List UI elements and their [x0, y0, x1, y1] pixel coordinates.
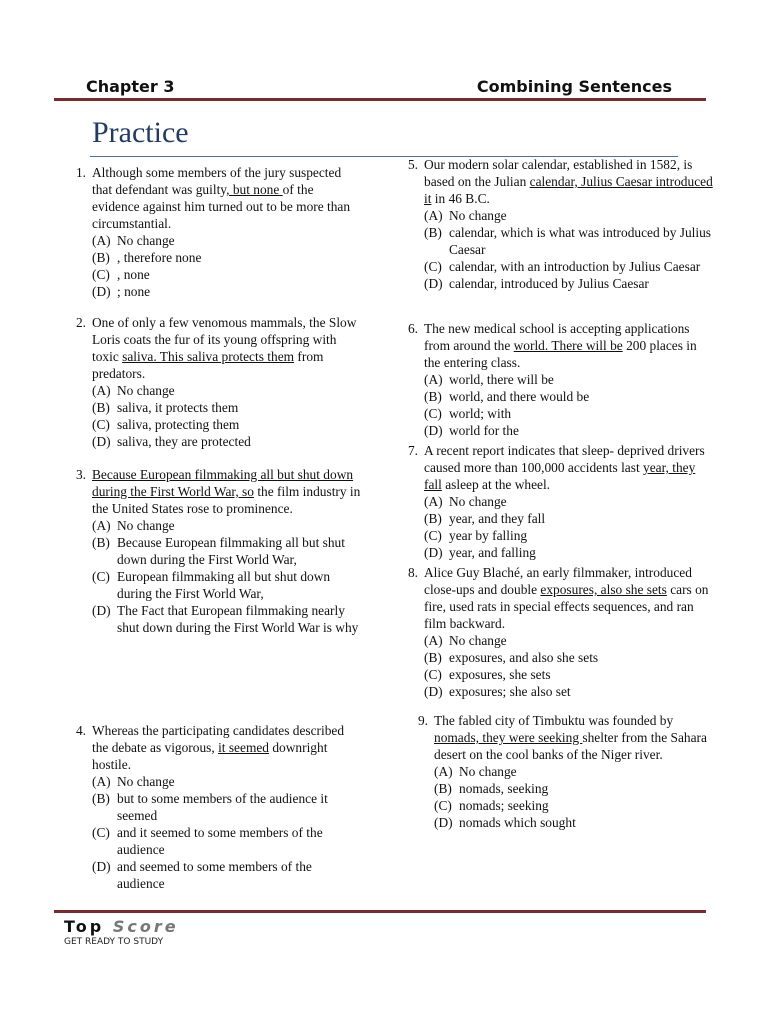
option-text: The Fact that European filmmaking nearly shut down during the First World War is why	[117, 603, 359, 635]
question-row	[62, 466, 362, 636]
option-letter: (D)	[424, 545, 443, 560]
option-letter: (D)	[92, 603, 111, 618]
stem-text: of the evidence against him turned out to be more than circumstantial.	[92, 182, 351, 231]
option-text: year, and falling	[449, 545, 536, 560]
option-letter: (A)	[434, 764, 453, 779]
answer-option	[424, 544, 714, 561]
answer-option	[424, 371, 714, 388]
question-row	[394, 320, 714, 439]
answer-option	[424, 527, 714, 544]
option-text: nomads which sought	[459, 815, 576, 830]
answer-option	[92, 858, 362, 892]
stem-text: the film industry in the United States rose to prominence.	[92, 484, 361, 516]
option-text: , none	[117, 267, 150, 282]
question-stem	[92, 722, 362, 773]
underlined-phrase: saliva. This saliva protects them	[122, 349, 295, 364]
option-letter: (B)	[424, 650, 442, 665]
underlined-phrase: year, they fall	[424, 460, 696, 492]
answer-option	[92, 433, 362, 450]
answer-option	[434, 780, 714, 797]
answer-option	[424, 207, 714, 224]
stem-text: The new medical school is accepting applications from around the	[424, 321, 690, 353]
footer-divider	[54, 910, 706, 913]
answer-option	[434, 814, 714, 831]
question-2	[62, 314, 362, 466]
brand-score: Score	[112, 917, 179, 936]
answer-option	[434, 763, 714, 780]
option-text: world, and there would be	[449, 389, 590, 404]
page-header	[86, 77, 672, 99]
option-letter: (C)	[424, 406, 442, 421]
right-column	[394, 156, 714, 831]
stem-text: asleep at the wheel.	[441, 477, 551, 492]
option-text: year by falling	[449, 528, 528, 543]
option-letter: (C)	[424, 667, 442, 682]
answer-option	[92, 568, 362, 602]
question-body	[434, 712, 714, 831]
stem-text: Alice Guy Blaché, an early filmmaker, introduced close-ups and double	[424, 565, 692, 597]
option-letter: (A)	[92, 233, 111, 248]
option-letter: (D)	[434, 815, 453, 830]
option-letter: (A)	[92, 518, 111, 533]
left-column	[62, 164, 362, 892]
option-letter: (B)	[92, 791, 110, 806]
question-row	[404, 712, 714, 831]
question-8	[394, 564, 714, 712]
underlined-phrase: it seemed	[218, 740, 270, 755]
question-stem	[424, 156, 714, 207]
answer-option	[92, 249, 362, 266]
question-row	[62, 722, 362, 892]
stem-text: Although some members of the jury suspected that defendant was guilty	[92, 165, 342, 197]
option-text: nomads, seeking	[459, 781, 549, 796]
option-text: nomads; seeking	[459, 798, 549, 813]
question-row	[62, 164, 362, 300]
option-text: European filmmaking all but shut down during the First World War,	[117, 569, 331, 601]
question-number: 3.	[75, 467, 86, 482]
page-title: Practice	[92, 116, 189, 149]
question-1	[62, 164, 362, 314]
question-body	[424, 156, 714, 292]
question-stem	[424, 442, 714, 493]
option-letter: (D)	[92, 859, 111, 874]
answer-option	[424, 224, 714, 258]
question-number: 7.	[407, 443, 418, 458]
question-body	[424, 442, 714, 561]
underlined-phrase: calendar, Julius Caesar introduced it	[424, 174, 713, 206]
underlined-phrase: exposures, also she sets	[540, 582, 667, 597]
option-text: saliva, it protects them	[117, 400, 239, 415]
question-body	[424, 564, 714, 700]
question-row	[394, 442, 714, 561]
option-letter: (C)	[424, 259, 442, 274]
question-4	[62, 722, 362, 892]
option-text: No change	[117, 518, 175, 533]
option-letter: (D)	[424, 684, 443, 699]
answer-option	[424, 405, 714, 422]
brand-logo	[64, 917, 179, 936]
question-stem	[434, 712, 714, 763]
question-number: 2.	[75, 315, 86, 330]
underlined-phrase: world. There will be	[513, 338, 623, 353]
question-3	[62, 466, 362, 722]
underlined-phrase: Because European filmmaking all but shut down during the First World War, so	[92, 467, 354, 499]
stem-text: from predators.	[92, 349, 324, 381]
question-number: 5.	[407, 157, 418, 172]
answer-option	[92, 399, 362, 416]
question-body	[92, 314, 362, 450]
option-text: world, there will be	[449, 372, 554, 387]
answer-option	[92, 534, 362, 568]
question-number: 8.	[407, 565, 418, 580]
option-letter: (C)	[92, 267, 110, 282]
option-text: world; with	[449, 406, 512, 421]
question-body	[424, 320, 714, 439]
stem-text: cars on fire, used rats in special effects sequences, and ran film backward.	[424, 582, 709, 631]
question-stem	[424, 320, 714, 371]
question-stem	[92, 314, 362, 382]
option-letter: (C)	[434, 798, 452, 813]
chapter-label: Chapter 3	[86, 77, 175, 96]
option-letter: (A)	[92, 383, 111, 398]
option-text: exposures, she sets	[449, 667, 551, 682]
answer-option	[424, 493, 714, 510]
question-row	[394, 156, 714, 292]
answer-option	[92, 517, 362, 534]
answer-option	[434, 797, 714, 814]
option-text: No change	[449, 494, 507, 509]
option-text: calendar, with an introduction by Julius Caesar	[449, 259, 701, 274]
stem-text: 200 places in the entering class.	[424, 338, 697, 370]
stem-text: shelter from the Sahara desert on the cool banks of the Niger river.	[434, 730, 707, 762]
answer-option	[424, 422, 714, 439]
question-7	[394, 442, 714, 564]
option-text: ; none	[117, 284, 151, 299]
option-text: exposures, and also she sets	[449, 650, 599, 665]
option-letter: (A)	[424, 208, 443, 223]
question-stem	[92, 164, 362, 232]
option-text: and seemed to some members of the audience	[117, 859, 312, 891]
underlined-phrase: nomads, they were seeking	[434, 730, 583, 745]
question-body	[92, 466, 362, 636]
question-5	[394, 156, 714, 320]
answer-option	[92, 602, 362, 636]
answer-option	[92, 266, 362, 283]
question-6	[394, 320, 714, 442]
stem-text: A recent report indicates that sleep- deprived drivers caused more than 100,000 accidents last	[424, 443, 705, 475]
option-text: but to some members of the audience it seemed	[117, 791, 328, 823]
question-body	[92, 722, 362, 892]
option-text: calendar, introduced by Julius Caesar	[449, 276, 649, 291]
option-letter: (A)	[424, 372, 443, 387]
option-text: No change	[117, 774, 175, 789]
answer-option	[424, 683, 714, 700]
answer-option	[424, 510, 714, 527]
option-letter: (B)	[424, 389, 442, 404]
question-number: 4.	[75, 723, 86, 738]
option-text: exposures; she also set	[449, 684, 571, 699]
option-letter: (B)	[92, 400, 110, 415]
brand-top: Top	[64, 917, 113, 936]
answer-option	[92, 283, 362, 300]
option-letter: (D)	[92, 284, 111, 299]
option-text: world for the	[449, 423, 519, 438]
option-text: saliva, protecting them	[117, 417, 240, 432]
option-letter: (C)	[424, 528, 442, 543]
answer-option	[424, 388, 714, 405]
answer-option	[424, 632, 714, 649]
option-letter: (C)	[92, 417, 110, 432]
option-letter: (D)	[424, 423, 443, 438]
option-letter: (B)	[424, 225, 442, 240]
option-letter: (D)	[92, 434, 111, 449]
header-divider	[54, 98, 706, 101]
option-text: No change	[459, 764, 517, 779]
stem-text: The fabled city of Timbuktu was founded by	[434, 713, 674, 728]
answer-option	[92, 416, 362, 433]
question-stem	[424, 564, 714, 632]
stem-text: Whereas the participating candidates described the debate as vigorous,	[92, 723, 345, 755]
option-text: , therefore none	[117, 250, 202, 265]
question-body	[92, 164, 362, 300]
option-text: saliva, they are protected	[117, 434, 251, 449]
stem-text: downright hostile.	[92, 740, 328, 772]
stem-text: One of only a few venomous mammals, the Slow Loris coats the fur of its young offspring with toxic	[92, 315, 357, 364]
option-letter: (A)	[424, 633, 443, 648]
option-letter: (D)	[424, 276, 443, 291]
underlined-phrase: , but none	[226, 182, 283, 197]
option-text: No change	[449, 633, 507, 648]
answer-option	[424, 649, 714, 666]
option-text: year, and they fall	[449, 511, 546, 526]
answer-option	[424, 666, 714, 683]
option-letter: (B)	[424, 511, 442, 526]
answer-option	[424, 258, 714, 275]
question-number: 9.	[417, 713, 428, 728]
answer-option	[92, 382, 362, 399]
answer-option	[424, 275, 714, 292]
question-number: 1.	[75, 165, 86, 180]
option-text: Because European filmmaking all but shut down during the First World War,	[117, 535, 345, 567]
question-9	[404, 712, 714, 831]
option-letter: (B)	[434, 781, 452, 796]
option-letter: (C)	[92, 569, 110, 584]
option-text: No change	[117, 233, 175, 248]
question-row	[62, 314, 362, 450]
option-letter: (A)	[424, 494, 443, 509]
answer-option	[92, 824, 362, 858]
stem-text: Our modern solar calendar, established in 1582, is based on the Julian	[424, 157, 693, 189]
option-text: No change	[449, 208, 507, 223]
question-stem	[92, 466, 362, 517]
option-text: No change	[117, 383, 175, 398]
option-text: and it seemed to some members of the audience	[117, 825, 323, 857]
option-letter: (C)	[92, 825, 110, 840]
option-letter: (B)	[92, 535, 110, 550]
answer-option	[92, 773, 362, 790]
option-letter: (B)	[92, 250, 110, 265]
option-letter: (A)	[92, 774, 111, 789]
stem-text: in 46 B.C.	[431, 191, 490, 206]
answer-option	[92, 232, 362, 249]
question-row	[394, 564, 714, 700]
answer-option	[92, 790, 362, 824]
brand-tagline: GET READY TO STUDY	[64, 937, 164, 947]
section-label: Combining Sentences	[476, 77, 672, 96]
option-text: calendar, which is what was introduced by Julius Caesar	[449, 225, 712, 257]
question-number: 6.	[407, 321, 418, 336]
